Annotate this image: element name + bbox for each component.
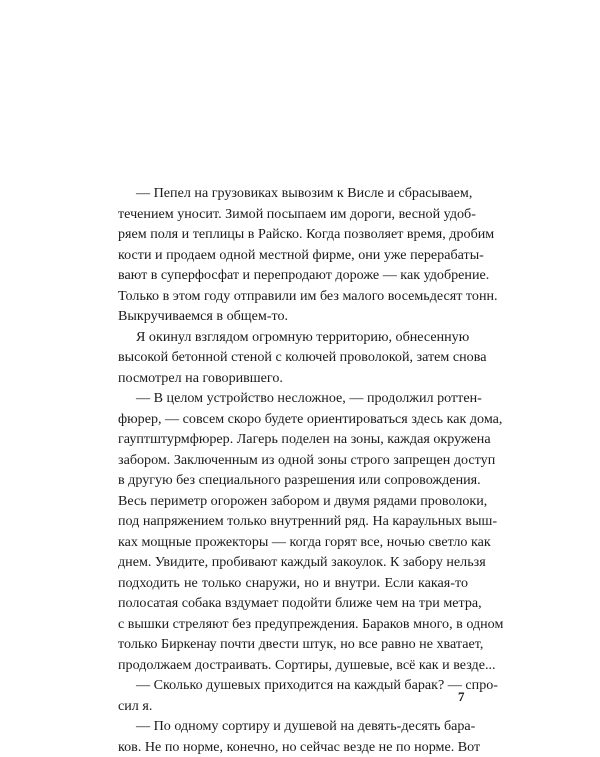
text-line: ков. Не по норме, конечно, но сейчас везде не по норме. Вот — [118, 737, 468, 757]
text-line: Выкручиваемся в общем-то. — [118, 306, 468, 327]
text-line: подходить не только снаружи, но и внутри. Если какая-то — [118, 573, 468, 594]
text-line: полосатая собака вздумает подойти ближе чем на три метра, — [118, 593, 468, 614]
text-line: ках мощные прожекторы — когда горят все, ночью светло как — [118, 532, 468, 553]
text-line: — В целом устройство несложное, — продолжил роттен- — [118, 388, 468, 409]
text-line: фюрер, — совсем скоро будете ориентироваться здесь как дома, — [118, 409, 468, 430]
text-line: Я окинул взглядом огромную территорию, обнесенную — [118, 327, 468, 348]
text-line: кости и продаем одной местной фирме, они уже перерабаты- — [118, 245, 468, 266]
text-line: ряем поля и теплицы в Райско. Когда позволяет время, дробим — [118, 224, 468, 245]
text-line: в другую без специального разрешения или сопровождения. — [118, 470, 468, 491]
text-line: — По одному сортиру и душевой на девять-десять бара- — [118, 716, 468, 737]
text-line: с вышки стреляют без предупреждения. Бараков много, в одном — [118, 614, 468, 635]
text-line: под напряжением только внутренний ряд. На караульных выш- — [118, 511, 468, 532]
text-line: вают в суперфосфат и перепродают дороже — как удобрение. — [118, 265, 468, 286]
text-line: — Сколько душевых приходится на каждый барак? — спро- — [118, 675, 468, 696]
text-line: — Пепел на грузовиках вывозим к Висле и сбрасываем, — [118, 183, 468, 204]
text-line: высокой бетонной стеной с колючей проволокой, затем снова — [118, 347, 468, 368]
text-line: сил я. — [118, 696, 468, 717]
body-text — [118, 183, 468, 757]
text-line: продолжаем достраивать. Сортиры, душевые, всё как и везде... — [118, 655, 468, 676]
text-line: посмотрел на говорившего. — [118, 368, 468, 389]
text-line: днем. Увидите, пробивают каждый закоулок. К забору нельзя — [118, 552, 468, 573]
page-number: 7 — [458, 689, 465, 705]
text-line: Только в этом году отправили им без малого восемьдесят тонн. — [118, 286, 468, 307]
text-line: забором. Заключенным из одной зоны строго запрещен доступ — [118, 450, 468, 471]
text-line: течением уносит. Зимой посыпаем им дороги, весной удоб- — [118, 204, 468, 225]
text-line: гауптштурмфюрер. Лагерь поделен на зоны, каждая окружена — [118, 429, 468, 450]
text-line: Весь периметр огорожен забором и двумя рядами проволоки, — [118, 491, 468, 512]
text-line: только Биркенау почти двести штук, но все равно не хватает, — [118, 634, 468, 655]
